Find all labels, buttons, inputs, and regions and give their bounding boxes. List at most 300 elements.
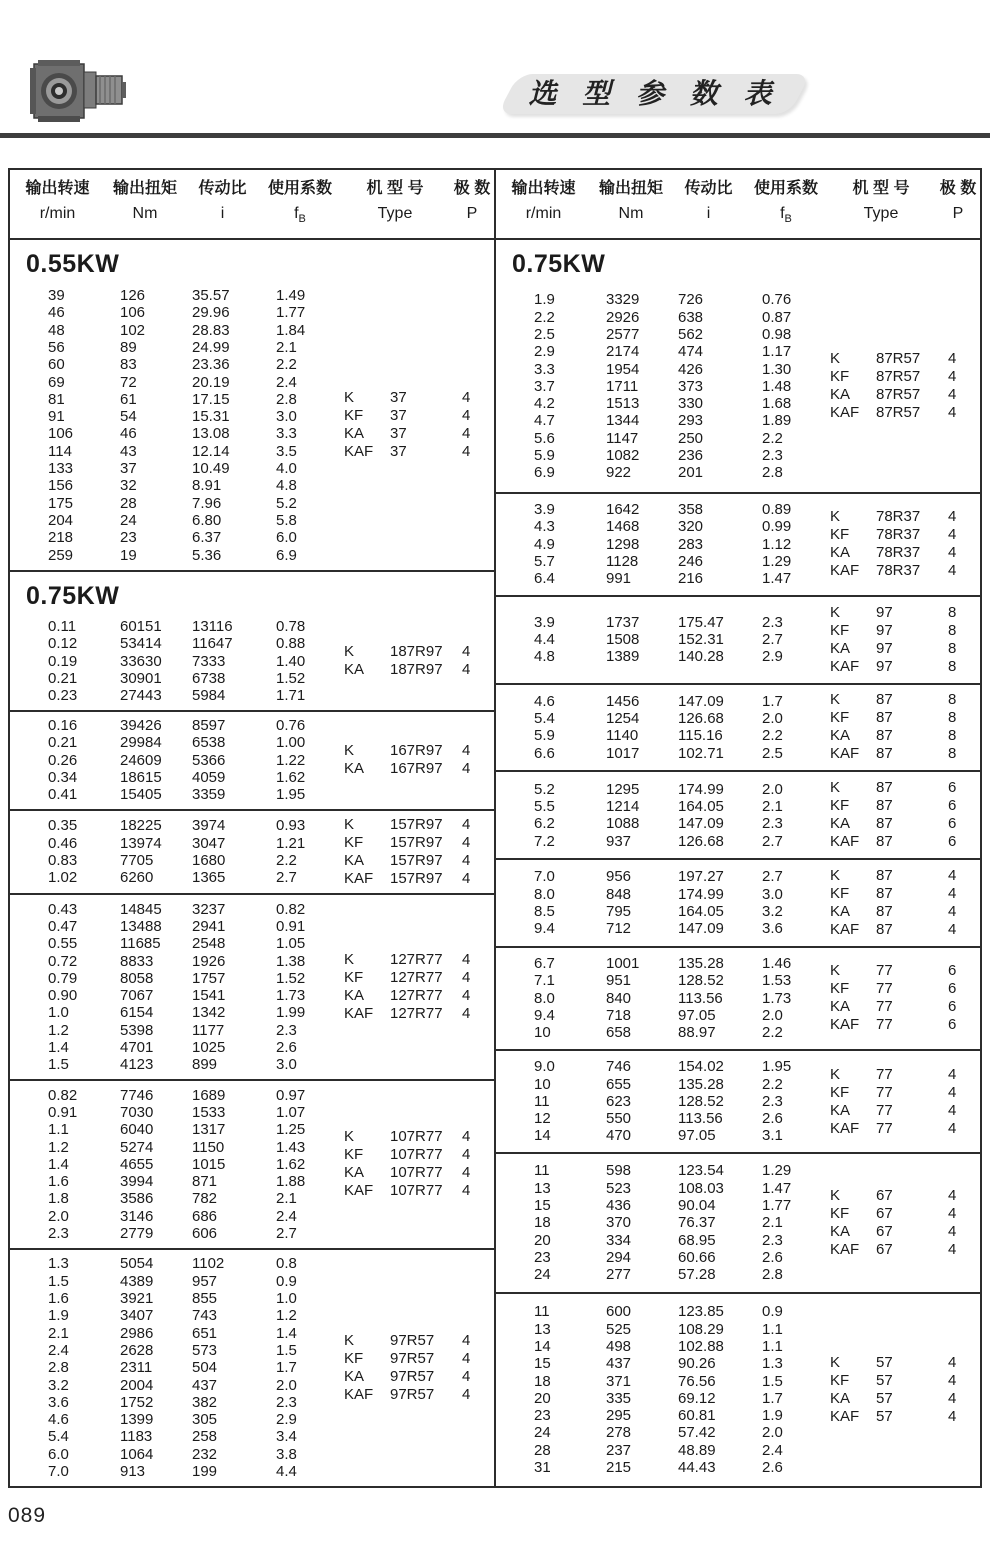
- cell-torque: 1389: [606, 648, 640, 666]
- page-number: 089: [8, 1504, 47, 1527]
- cell-service-factor: 1.73: [762, 989, 792, 1007]
- cell-type-prefix: KF: [344, 1146, 364, 1164]
- type-list: [344, 643, 494, 679]
- cell-type-model: 97R57: [390, 1367, 435, 1385]
- type-row: [344, 1332, 488, 1350]
- cell-service-factor: 0.87: [762, 308, 792, 326]
- cell-speed: 3.9: [534, 613, 555, 631]
- table-row: [496, 1232, 830, 1249]
- cell-speed: 0.34: [48, 768, 78, 786]
- cell-type-prefix: KF: [830, 709, 850, 727]
- cell-poles: 4: [948, 386, 957, 404]
- cell-torque: 4123: [120, 1056, 154, 1074]
- cell-type-prefix: KA: [830, 544, 851, 562]
- table-row: [496, 614, 830, 631]
- cell-type-model: 187R97: [390, 643, 443, 661]
- cell-poles: 4: [462, 1164, 471, 1182]
- type-row: [344, 407, 488, 425]
- cell-type-prefix: KF: [344, 1349, 364, 1367]
- cell-speed: 1.4: [48, 1039, 69, 1057]
- header-label-unit: Type: [863, 205, 899, 222]
- cell-torque: 277: [606, 1266, 632, 1284]
- cell-type-model: 97R57: [390, 1385, 435, 1403]
- data-rows: [496, 501, 830, 587]
- cell-torque: 15405: [120, 786, 162, 804]
- cell-ratio: 358: [678, 501, 704, 519]
- cell-ratio: 13.08: [192, 425, 230, 443]
- cell-service-factor: 2.0: [762, 710, 783, 728]
- cell-ratio: 97.05: [678, 1007, 716, 1025]
- cell-service-factor: 2.3: [762, 446, 783, 464]
- cell-type-prefix: KF: [830, 621, 850, 639]
- header-label-unit: Nm: [618, 205, 644, 222]
- cell-service-factor: 3.2: [762, 902, 783, 920]
- cell-type-model: 77: [876, 1065, 893, 1083]
- type-row: [344, 1128, 488, 1146]
- cell-torque: 215: [606, 1459, 632, 1477]
- table-row: [10, 1325, 344, 1342]
- cell-type-prefix: KA: [830, 1389, 851, 1407]
- cell-torque: 13488: [120, 917, 162, 935]
- type-row: [830, 604, 974, 622]
- type-row: [830, 1102, 974, 1120]
- type-row: [344, 816, 488, 834]
- cell-speed: 1.0: [48, 1004, 69, 1022]
- type-row: [344, 951, 488, 969]
- cell-torque: 623: [606, 1092, 632, 1110]
- cell-ratio: 1926: [192, 952, 226, 970]
- cell-torque: 37: [120, 460, 137, 478]
- cell-service-factor: 2.6: [762, 1110, 783, 1128]
- cell-type-model: 78R37: [876, 544, 921, 562]
- cell-speed: 10: [534, 1075, 551, 1093]
- cell-type-model: 37: [390, 425, 407, 443]
- type-list: [344, 742, 494, 778]
- table-row: [10, 495, 344, 512]
- table-row: [496, 781, 830, 798]
- cell-speed: 7.2: [534, 832, 555, 850]
- cell-service-factor: 0.78: [276, 617, 306, 635]
- cell-torque: 14845: [120, 900, 162, 918]
- cell-ratio: 504: [192, 1359, 218, 1377]
- cell-speed: 12: [534, 1110, 551, 1128]
- cell-poles: 4: [462, 833, 471, 851]
- type-row: [830, 903, 974, 921]
- cell-ratio: 246: [678, 552, 704, 570]
- table-row: [496, 1127, 830, 1144]
- cell-type-prefix: KF: [830, 1083, 850, 1101]
- cell-service-factor: 2.4: [276, 1207, 297, 1225]
- cell-type-prefix: K: [830, 1065, 841, 1083]
- cell-ratio: 726: [678, 291, 704, 309]
- cell-speed: 1.1: [48, 1121, 69, 1139]
- data-block: [496, 281, 980, 492]
- type-row: [830, 404, 974, 422]
- data-block: [496, 946, 980, 1049]
- cell-type-prefix: K: [344, 1331, 355, 1349]
- table-row: [10, 1273, 344, 1290]
- cell-type-model: 107R77: [390, 1164, 443, 1182]
- type-list: [344, 1128, 494, 1200]
- cell-type-prefix: K: [344, 815, 355, 833]
- cell-service-factor: 2.6: [762, 1459, 783, 1477]
- cell-ratio: 232: [192, 1445, 218, 1463]
- cell-speed: 24: [534, 1424, 551, 1442]
- cell-type-model: 127R77: [390, 951, 443, 969]
- cell-ratio: 197.27: [678, 868, 724, 886]
- header-label-unit: Type: [377, 205, 413, 222]
- table-row: [496, 1007, 830, 1024]
- cell-type-model: 97: [876, 657, 893, 675]
- cell-ratio: 147.09: [678, 815, 724, 833]
- cell-ratio: 1541: [192, 987, 226, 1005]
- cell-ratio: 135.28: [678, 955, 724, 973]
- cell-type-prefix: K: [830, 691, 841, 709]
- cell-speed: 46: [48, 304, 65, 322]
- cell-poles: 6: [948, 980, 957, 998]
- cell-poles: 8: [948, 709, 957, 727]
- cell-poles: 4: [462, 815, 471, 833]
- table-row: [496, 395, 830, 412]
- cell-service-factor: 3.0: [276, 408, 297, 426]
- type-row: [344, 742, 488, 760]
- cell-poles: 4: [948, 1083, 957, 1101]
- cell-poles: 4: [948, 508, 957, 526]
- cell-poles: 4: [462, 742, 471, 760]
- cell-speed: 2.5: [534, 325, 555, 343]
- table-row: [496, 464, 830, 481]
- cell-service-factor: 1.89: [762, 412, 792, 430]
- cell-type-model: 107R77: [390, 1128, 443, 1146]
- cell-speed: 5.7: [534, 552, 555, 570]
- cell-torque: 5054: [120, 1255, 154, 1273]
- cell-service-factor: 2.0: [762, 780, 783, 798]
- cell-torque: 23: [120, 529, 137, 547]
- data-block: [10, 613, 494, 710]
- cell-ratio: 1342: [192, 1004, 226, 1022]
- data-rows: [496, 693, 830, 762]
- table-row: [10, 1039, 344, 1056]
- cell-torque: 550: [606, 1110, 632, 1128]
- cell-ratio: 126.68: [678, 832, 724, 850]
- table-row: [10, 1255, 344, 1272]
- column-header: [496, 170, 980, 240]
- cell-ratio: 5.36: [192, 546, 222, 564]
- cell-type-model: 78R37: [876, 526, 921, 544]
- cell-speed: 6.6: [534, 744, 555, 762]
- cell-type-model: 87R57: [876, 350, 921, 368]
- header-row-cn: [496, 177, 980, 201]
- cell-type-prefix: KF: [830, 797, 850, 815]
- cell-ratio: 1150: [192, 1138, 225, 1156]
- cell-torque: 126: [120, 287, 146, 305]
- cell-poles: 4: [462, 969, 471, 987]
- cell-speed: 5.5: [534, 797, 555, 815]
- cell-service-factor: 2.1: [276, 338, 297, 356]
- cell-torque: 2174: [606, 343, 640, 361]
- cell-poles: 4: [462, 760, 471, 778]
- cell-ratio: 97.05: [678, 1127, 716, 1145]
- cell-speed: 20: [534, 1389, 551, 1407]
- type-row: [830, 779, 974, 797]
- cell-poles: 4: [948, 1101, 957, 1119]
- cell-type-model: 87: [876, 884, 893, 902]
- cell-ratio: 305: [192, 1411, 218, 1429]
- type-row: [344, 987, 488, 1005]
- cell-speed: 1.3: [48, 1255, 69, 1273]
- cell-torque: 525: [606, 1320, 632, 1338]
- table-row: [496, 1076, 830, 1093]
- cell-torque: 1399: [120, 1411, 154, 1429]
- cell-speed: 11: [534, 1303, 550, 1321]
- type-row: [344, 760, 488, 778]
- cell-type-prefix: KA: [830, 727, 851, 745]
- cell-speed: 11: [534, 1162, 550, 1180]
- cell-torque: 1344: [606, 412, 640, 430]
- cell-speed: 1.9: [48, 1307, 69, 1325]
- cell-speed: 0.82: [48, 1086, 78, 1104]
- table-row: [10, 835, 344, 852]
- cell-poles: 8: [948, 657, 957, 675]
- cell-service-factor: 1.4: [276, 1324, 297, 1342]
- table-row: [10, 322, 344, 339]
- cell-service-factor: 1.52: [276, 669, 306, 687]
- cell-speed: 5.2: [534, 780, 555, 798]
- table-row: [10, 901, 344, 918]
- cell-ratio: 113.56: [678, 1110, 723, 1128]
- cell-ratio: 2941: [192, 917, 226, 935]
- cell-ratio: 17.15: [192, 390, 230, 408]
- table-row: [496, 798, 830, 815]
- cell-type-model: 67: [876, 1186, 893, 1204]
- type-list: [830, 350, 980, 422]
- type-row: [830, 727, 974, 745]
- cell-poles: 4: [462, 1005, 471, 1023]
- cell-type-model: 77: [876, 1016, 893, 1034]
- cell-poles: 4: [948, 1186, 957, 1204]
- cell-type-model: 157R97: [390, 815, 443, 833]
- cell-speed: 13: [534, 1179, 551, 1197]
- table-row: [10, 670, 344, 687]
- data-block: [10, 809, 494, 893]
- type-row: [830, 640, 974, 658]
- cell-ratio: 651: [192, 1324, 218, 1342]
- cell-torque: 991: [606, 570, 632, 588]
- cell-torque: 43: [120, 442, 137, 460]
- cell-speed: 133: [48, 460, 74, 478]
- type-row: [344, 852, 488, 870]
- cell-service-factor: 6.9: [276, 546, 297, 564]
- cell-service-factor: 2.3: [276, 1393, 297, 1411]
- cell-type-prefix: KA: [830, 815, 851, 833]
- cell-torque: 1140: [606, 727, 639, 745]
- cell-service-factor: 1.62: [276, 1155, 306, 1173]
- type-list: [830, 1354, 980, 1426]
- cell-torque: 4701: [120, 1039, 154, 1057]
- table-row: [10, 1208, 344, 1225]
- cell-poles: 8: [948, 603, 957, 621]
- header-row-cn: [10, 177, 494, 201]
- cell-speed: 1.5: [48, 1056, 69, 1074]
- table-row: [10, 477, 344, 494]
- cell-torque: 2577: [606, 325, 640, 343]
- data-rows: [496, 291, 830, 481]
- cell-poles: 4: [462, 1128, 471, 1146]
- cell-ratio: 250: [678, 429, 704, 447]
- cell-service-factor: 1.9: [762, 1407, 783, 1425]
- type-row: [344, 661, 488, 679]
- data-rows: [10, 817, 344, 886]
- type-list: [830, 867, 980, 939]
- cell-service-factor: 4.0: [276, 460, 297, 478]
- cell-type-prefix: KA: [344, 851, 365, 869]
- cell-ratio: 69.12: [678, 1389, 716, 1407]
- table-row: [496, 1390, 830, 1407]
- type-row: [830, 1372, 974, 1390]
- cell-type-prefix: KA: [830, 1222, 851, 1240]
- gearmotor-illustration: [28, 58, 126, 124]
- cell-ratio: 15.31: [192, 408, 230, 426]
- table-row: [10, 547, 344, 564]
- cell-ratio: 573: [192, 1341, 218, 1359]
- cell-speed: 0.47: [48, 917, 78, 935]
- cell-type-prefix: KA: [344, 1367, 365, 1385]
- cell-ratio: 7.96: [192, 494, 222, 512]
- cell-speed: 8.5: [534, 902, 555, 920]
- cell-torque: 1508: [606, 631, 640, 649]
- cell-torque: 29984: [120, 734, 162, 752]
- cell-torque: 7746: [120, 1086, 154, 1104]
- table-row: [496, 693, 830, 710]
- cell-service-factor: 2.2: [762, 1075, 783, 1093]
- cell-poles: 8: [948, 745, 957, 763]
- cell-torque: 1642: [606, 501, 640, 519]
- cell-service-factor: 1.38: [276, 952, 306, 970]
- cell-poles: 4: [462, 643, 471, 661]
- cell-service-factor: 1.49: [276, 287, 306, 305]
- cell-service-factor: 1.73: [276, 987, 306, 1005]
- cell-speed: 0.35: [48, 817, 78, 835]
- cell-poles: 4: [462, 1367, 471, 1385]
- cell-type-prefix: KAF: [344, 443, 374, 461]
- header-label-unit: $f_B$: [294, 205, 306, 226]
- cell-poles: 6: [948, 797, 957, 815]
- cell-torque: 2986: [120, 1324, 154, 1342]
- cell-torque: 278: [606, 1424, 632, 1442]
- cell-service-factor: 1.1: [762, 1337, 783, 1355]
- table-row: [10, 1087, 344, 1104]
- cell-torque: 712: [606, 920, 632, 938]
- cell-torque: 600: [606, 1303, 632, 1321]
- type-list: [344, 389, 494, 461]
- cell-torque: 106: [120, 304, 146, 322]
- table-row: [10, 1428, 344, 1445]
- cell-ratio: 258: [192, 1428, 218, 1446]
- cell-torque: 6260: [120, 869, 154, 887]
- cell-type-model: 87: [876, 797, 893, 815]
- type-row: [830, 658, 974, 676]
- cell-ratio: 152.31: [678, 631, 724, 649]
- table-row: [10, 408, 344, 425]
- cell-type-model: 127R77: [390, 987, 443, 1005]
- cell-torque: 1128: [606, 552, 639, 570]
- table-row: [496, 1442, 830, 1459]
- data-rows: [10, 901, 344, 1074]
- cell-service-factor: 6.0: [276, 529, 297, 547]
- table-row: [10, 786, 344, 803]
- table-row: [496, 1266, 830, 1283]
- table-row: [10, 717, 344, 734]
- cell-ratio: 606: [192, 1225, 218, 1243]
- table-row: [496, 1249, 830, 1266]
- cell-speed: 20: [534, 1231, 551, 1249]
- cell-torque: 746: [606, 1058, 632, 1076]
- cell-ratio: 12.14: [192, 442, 230, 460]
- table-left-column: [10, 170, 496, 1486]
- page-title: 选 型 参 数 表: [528, 77, 780, 110]
- cell-poles: 4: [462, 407, 471, 425]
- table-row: [496, 833, 830, 850]
- cell-ratio: 1757: [192, 969, 226, 987]
- cell-service-factor: 0.88: [276, 635, 306, 653]
- cell-speed: 6.9: [534, 464, 555, 482]
- cell-speed: 5.9: [534, 446, 555, 464]
- cell-speed: 4.6: [534, 692, 555, 710]
- cell-service-factor: 1.47: [762, 570, 792, 588]
- cell-speed: 218: [48, 529, 74, 547]
- table-row: [496, 553, 830, 570]
- cell-type-prefix: KAF: [830, 1016, 860, 1034]
- cell-service-factor: 2.3: [276, 1021, 297, 1039]
- cell-type-prefix: K: [344, 742, 355, 760]
- cell-type-prefix: KAF: [830, 657, 860, 675]
- table-row: [10, 425, 344, 442]
- cell-poles: 4: [462, 1146, 471, 1164]
- cell-speed: 23: [534, 1407, 551, 1425]
- cell-poles: 4: [462, 1349, 471, 1367]
- cell-type-model: 157R97: [390, 833, 443, 851]
- cell-type-model: 87: [876, 745, 893, 763]
- cell-torque: 848: [606, 885, 632, 903]
- cell-service-factor: 5.2: [276, 494, 297, 512]
- type-row: [830, 508, 974, 526]
- cell-torque: 30901: [120, 669, 162, 687]
- cell-type-model: 87R57: [876, 404, 921, 422]
- cell-speed: 6.7: [534, 955, 555, 973]
- page-header: [0, 0, 990, 133]
- table-row: [10, 1004, 344, 1021]
- cell-ratio: 1533: [192, 1103, 226, 1121]
- cell-service-factor: 1.05: [276, 935, 306, 953]
- cell-speed: 0.83: [48, 851, 78, 869]
- cell-speed: 48: [48, 321, 65, 339]
- cell-service-factor: 1.22: [276, 751, 306, 769]
- cell-speed: 10: [534, 1024, 551, 1042]
- table-row: [496, 920, 830, 937]
- cell-ratio: 57.28: [678, 1266, 716, 1284]
- cell-ratio: 123.85: [678, 1303, 724, 1321]
- cell-speed: 0.12: [48, 635, 78, 653]
- cell-speed: 2.8: [48, 1359, 69, 1377]
- table-row: [10, 1463, 344, 1480]
- type-row: [830, 962, 974, 980]
- cell-service-factor: 2.6: [276, 1039, 297, 1057]
- table-row: [496, 1110, 830, 1127]
- cell-ratio: 638: [678, 308, 704, 326]
- table-row: [496, 343, 830, 360]
- column-header: [10, 170, 494, 240]
- table-row: [10, 869, 344, 886]
